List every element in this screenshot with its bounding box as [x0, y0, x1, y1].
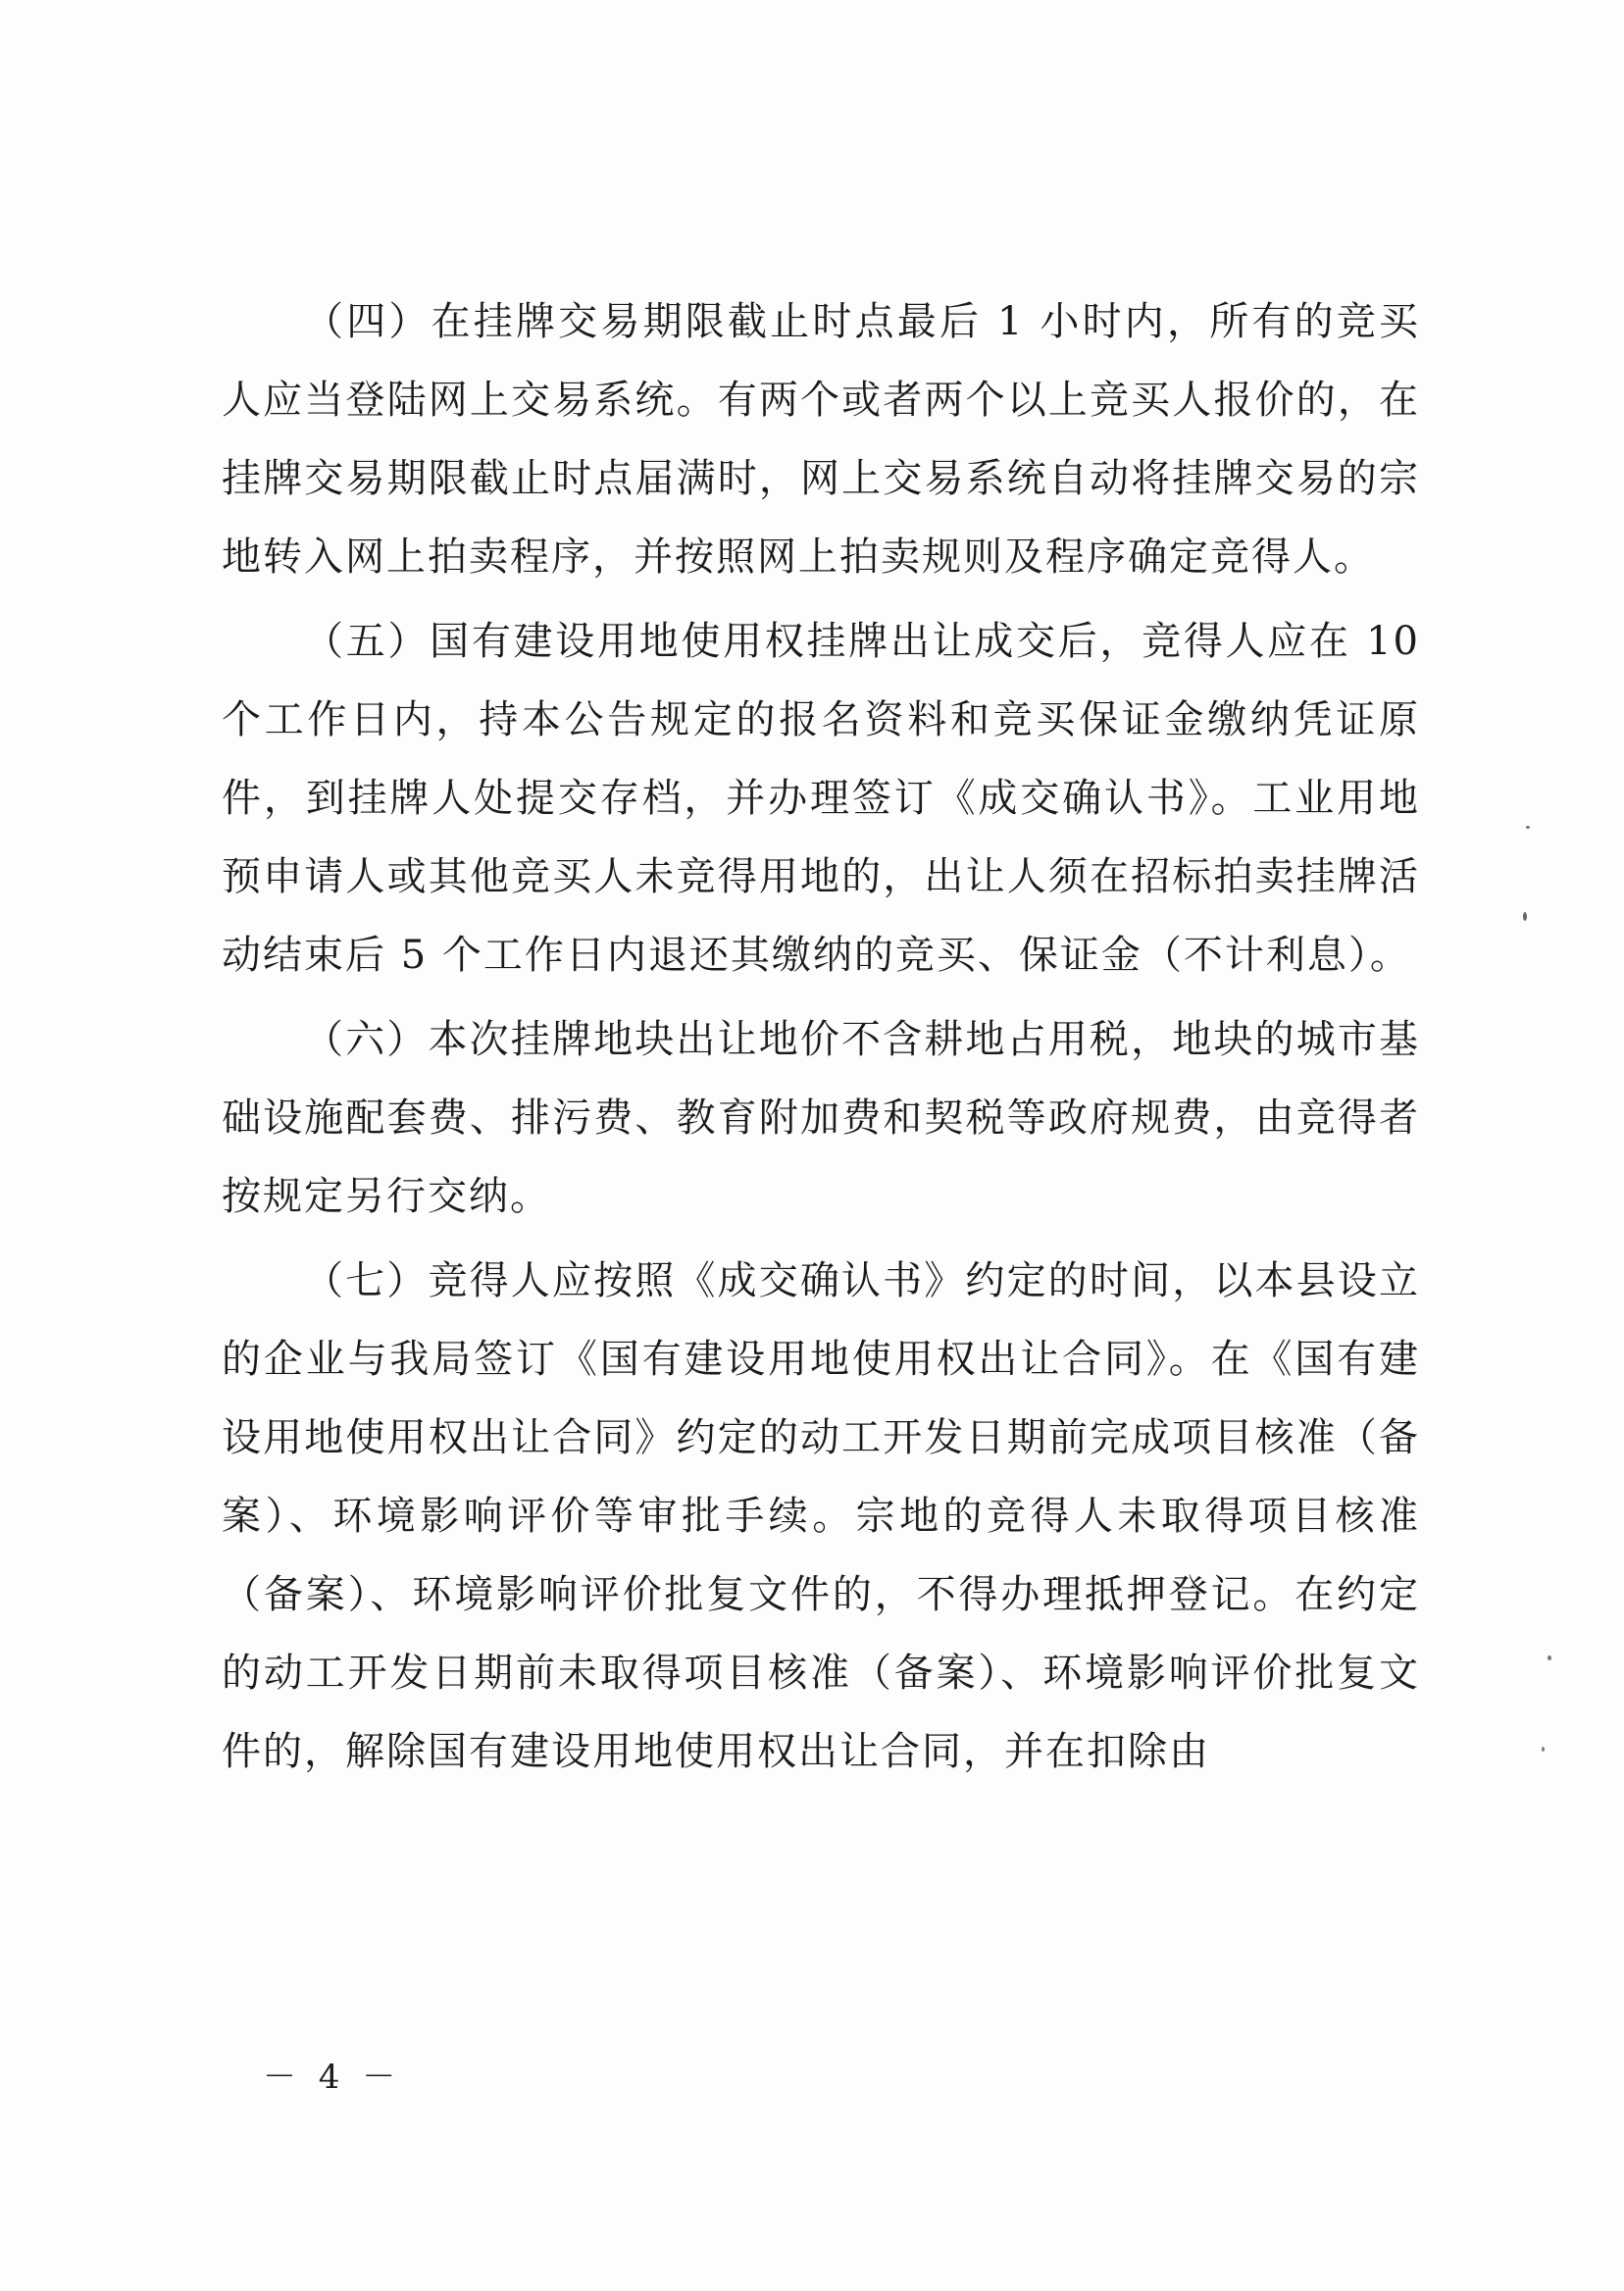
- body-text: [222, 282, 1420, 1797]
- scan-speck: [1542, 1747, 1545, 1752]
- paragraph-5: （五）国有建设用地使用权挂牌出让成交后，竞得人应在 10 个工作日内，持本公告规定的报名资料和竞买保证金缴纳凭证原件，到挂牌人处提交存档，并办理签订《成交确认书》。工业用地预申请人或其他竞买人未竞得用地的，出让人须在招标拍卖挂牌活动结束后 5 个工作日内退还其缴纳的竞买、保证金（不计利息）。: [222, 619, 1420, 978]
- paragraph-4: （四）在挂牌交易期限截止时点最后 1 小时内，所有的竞买人应当登陆网上交易系统。有两个或者两个以上竞买人报价的，在挂牌交易期限截止时点届满时，网上交易系统自动将挂牌交易的宗地转入网上拍卖程序，并按照网上拍卖规则及程序确定竞得人。: [222, 299, 1420, 580]
- paragraph-6: （六）本次挂牌地块出让地价不含耕地占用税，地块的城市基础设施配套费、排污费、教育附加费和契税等政府规费，由竞得者按规定另行交纳。: [222, 1017, 1420, 1219]
- paragraph-7: （七）竞得人应按照《成交确认书》约定的时间，以本县设立的企业与我局签订《国有建设用地使用权出让合同》。在《国有建设用地使用权出让合同》约定的动工开发日期前完成项目核准（备案）、环境影响评价等审批手续。宗地的竞得人未取得项目核准（备案）、环境影响评价批复文件的，不得办理抵押登记。在约定的动工开发日期前未取得项目核准（备案）、环境影响评价批复文件的，解除国有建设用地使用权出让合同，并在扣除由: [222, 1258, 1420, 1774]
- scan-speck: [1523, 912, 1527, 921]
- scan-speck: [1548, 1655, 1551, 1660]
- scan-speck: [1526, 826, 1530, 829]
- page-number: － 4 －: [263, 2058, 402, 2097]
